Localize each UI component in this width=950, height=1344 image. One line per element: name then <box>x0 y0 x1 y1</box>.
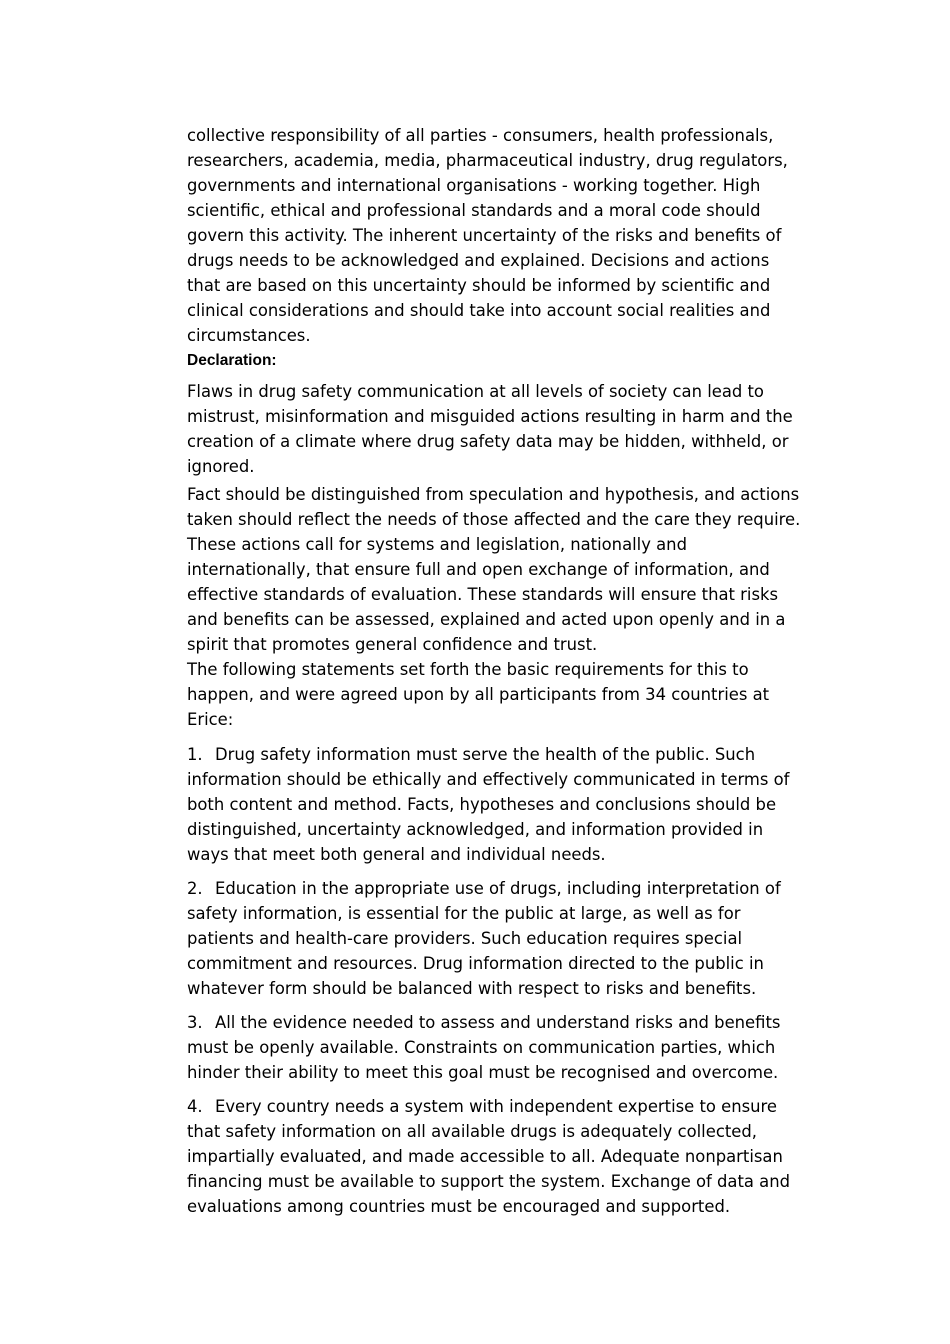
intro-paragraph: collective responsibility of all parties - consumers, health professionals, researchers, academia, media, pharmaceutical industry, drug regulators, governments and international organisations - working together. High scientific, ethical and professional standards and a moral code should govern this activity. The inherent uncertainty of the risks and benefits of drugs needs to be acknowledged and explained. Decisions and actions that are based on this uncertainty should be informed by scientific and clinical considerations and should take into account social realities and circumstances. <box>187 126 788 345</box>
statement-text: Drug safety information must serve the health of the public. Such information should be ethically and effectively communicated in terms of both content and method. Facts, hypotheses and conclusions should be distinguished, uncertainty acknowledged, and information provided in ways that meet both general and individual needs. <box>187 745 790 864</box>
paragraph: Fact should be distinguished from speculation and hypothesis, and actions taken should reflect the needs of those affected and the care they require. These actions call for systems and legislation, nationally and internationally, that ensure full and open exchange of information, and effective standards of evaluation. These standards will ensure that risks and benefits can be assessed, explained and acted upon openly and in a spirit that promotes general confidence and trust. <box>187 485 801 654</box>
statement-item <box>187 876 807 1001</box>
statement-text: Education in the appropriate use of drugs, including interpretation of safety information, is essential for the public at large, as well as for patients and health-care providers. Such education requires special commitment and resources. Drug information directed to the public in whatever form should be balanced with respect to risks and benefits. <box>187 879 781 998</box>
statement-item <box>187 1010 807 1085</box>
statement-item <box>187 742 807 867</box>
document-page <box>187 123 807 1228</box>
statement-number: 2. <box>187 879 203 898</box>
statement-item <box>187 1094 807 1219</box>
paragraph: Flaws in drug safety communication at all levels of society can lead to mistrust, misinformation and misguided actions resulting in harm and the creation of a climate where drug safety data may be hidden, withheld, or ignored. <box>187 382 793 476</box>
statement-number: 4. <box>187 1097 203 1116</box>
statement-text: Every country needs a system with independent expertise to ensure that safety information on all available drugs is adequately collected, impartially evaluated, and made accessible to all. Adequate nonpartisan financing must be available to support the system. Exchange of data and evaluations among countries must be encouraged and supported. <box>187 1097 790 1216</box>
declaration-heading: Declaration: <box>187 352 277 369</box>
paragraph: The following statements set forth the basic requirements for this to happen, and were agreed upon by all participants from 34 countries at Erice: <box>187 660 770 729</box>
statement-text: All the evidence needed to assess and understand risks and benefits must be openly available. Constraints on communication parties, which hinder their ability to meet this goal must be recognised and overcome. <box>187 1013 781 1082</box>
statement-number: 1. <box>187 745 203 764</box>
statement-number: 3. <box>187 1013 203 1032</box>
